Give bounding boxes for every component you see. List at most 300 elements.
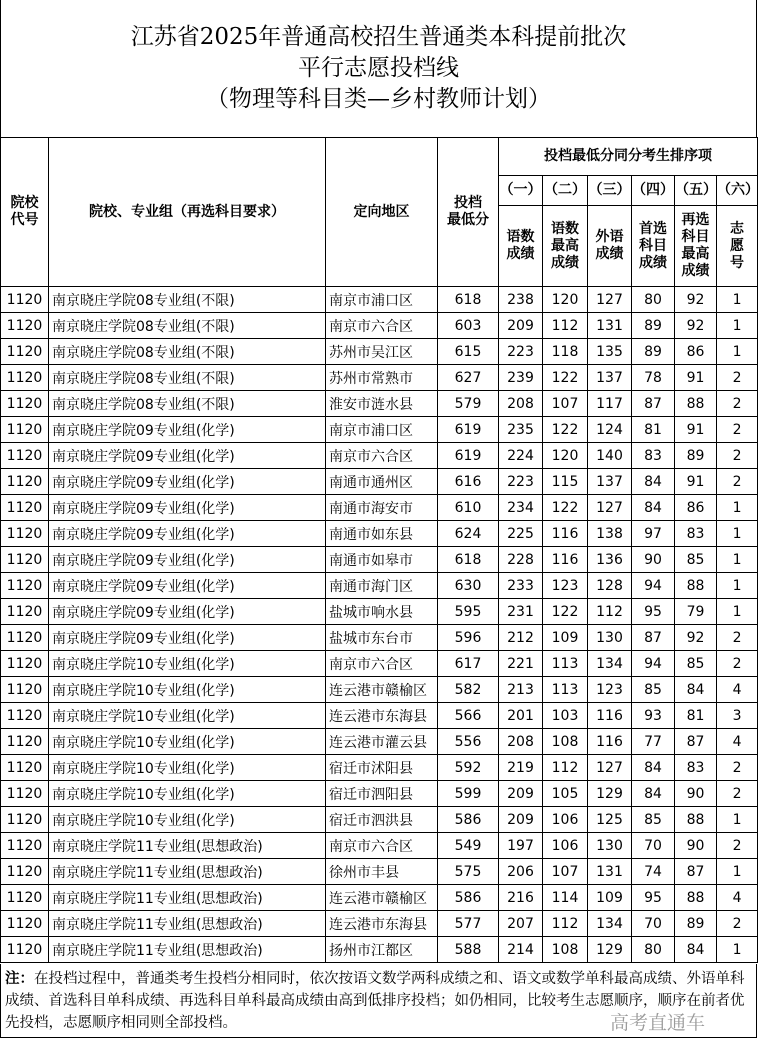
cell-region: 连云港市东海县	[326, 911, 438, 937]
cell-region: 苏州市吴江区	[326, 339, 438, 365]
cell-shouxuan: 87	[632, 391, 675, 417]
cell-shouxuan: 89	[632, 339, 675, 365]
cell-yushu-max: 113	[543, 651, 588, 677]
cell-school: 南京晓庄学院09专业组(化学)	[49, 547, 326, 573]
cell-zaixuan-max: 85	[675, 547, 717, 573]
cell-yushu: 223	[499, 339, 543, 365]
table-row	[1, 599, 758, 625]
table-row	[1, 625, 758, 651]
cell-zhiyuan: 4	[717, 885, 758, 911]
cell-school: 南京晓庄学院09专业组(化学)	[49, 599, 326, 625]
cell-zaixuan-max: 88	[675, 807, 717, 833]
cell-waiyu: 140	[588, 443, 632, 469]
cell-waiyu: 137	[588, 469, 632, 495]
cell-min-score: 627	[438, 365, 499, 391]
cell-school: 南京晓庄学院11专业组(思想政治)	[49, 833, 326, 859]
cell-yushu: 225	[499, 521, 543, 547]
cell-school: 南京晓庄学院09专业组(化学)	[49, 495, 326, 521]
cell-waiyu: 127	[588, 495, 632, 521]
cell-yushu-max: 105	[543, 781, 588, 807]
cell-school: 南京晓庄学院11专业组(思想政治)	[49, 859, 326, 885]
cell-school: 南京晓庄学院10专业组(化学)	[49, 677, 326, 703]
cell-region: 南通市海门区	[326, 573, 438, 599]
cell-min-score: 596	[438, 625, 499, 651]
cell-yushu: 224	[499, 443, 543, 469]
cell-school: 南京晓庄学院09专业组(化学)	[49, 443, 326, 469]
table-row	[1, 859, 758, 885]
cell-school: 南京晓庄学院08专业组(不限)	[49, 313, 326, 339]
header-sort-num: （一）	[499, 176, 543, 206]
cell-waiyu: 135	[588, 339, 632, 365]
header-sort-num: （四）	[632, 176, 675, 206]
cell-zaixuan-max: 81	[675, 703, 717, 729]
header-sort-num: （六）	[717, 176, 758, 206]
cell-yushu-max: 122	[543, 365, 588, 391]
cell-zhiyuan: 2	[717, 651, 758, 677]
cell-zhiyuan: 1	[717, 859, 758, 885]
cell-zhiyuan: 1	[717, 287, 758, 313]
cell-yushu-max: 112	[543, 755, 588, 781]
cell-zaixuan-max: 84	[675, 937, 717, 963]
cell-zhiyuan: 2	[717, 755, 758, 781]
cell-code: 1120	[1, 651, 49, 677]
cell-yushu: 238	[499, 287, 543, 313]
cell-waiyu: 116	[588, 729, 632, 755]
table-row	[1, 677, 758, 703]
cell-yushu-max: 122	[543, 417, 588, 443]
table-row	[1, 651, 758, 677]
cell-region: 南通市通州区	[326, 469, 438, 495]
cell-min-score: 577	[438, 911, 499, 937]
cell-min-score: 592	[438, 755, 499, 781]
header-sort-num: （五）	[675, 176, 717, 206]
header-sort-label: 再选 科目 最高 成绩	[675, 206, 717, 287]
cell-zhiyuan: 2	[717, 911, 758, 937]
cell-region: 南通市如皋市	[326, 547, 438, 573]
cell-min-score: 619	[438, 417, 499, 443]
cell-yushu-max: 112	[543, 911, 588, 937]
cell-yushu-max: 108	[543, 729, 588, 755]
cell-min-score: 599	[438, 781, 499, 807]
cell-school: 南京晓庄学院09专业组(化学)	[49, 469, 326, 495]
cell-yushu-max: 103	[543, 703, 588, 729]
cell-code: 1120	[1, 625, 49, 651]
header-tie-group: 投档最低分同分考生排序项	[499, 138, 758, 176]
cell-school: 南京晓庄学院10专业组(化学)	[49, 703, 326, 729]
cell-zhiyuan: 2	[717, 781, 758, 807]
cell-yushu-max: 123	[543, 573, 588, 599]
cell-yushu: 216	[499, 885, 543, 911]
cell-region: 南京市六合区	[326, 651, 438, 677]
cell-zaixuan-max: 89	[675, 443, 717, 469]
cell-shouxuan: 84	[632, 781, 675, 807]
cell-zhiyuan: 4	[717, 677, 758, 703]
cell-code: 1120	[1, 573, 49, 599]
cell-min-score: 610	[438, 495, 499, 521]
cell-zaixuan-max: 91	[675, 469, 717, 495]
header-sort-label: 志 愿 号	[717, 206, 758, 287]
cell-zhiyuan: 3	[717, 703, 758, 729]
cell-code: 1120	[1, 495, 49, 521]
cell-waiyu: 134	[588, 911, 632, 937]
cell-code: 1120	[1, 365, 49, 391]
cell-school: 南京晓庄学院09专业组(化学)	[49, 573, 326, 599]
cell-zhiyuan: 1	[717, 313, 758, 339]
header-sort-num: （二）	[543, 176, 588, 206]
cell-region: 宿迁市泗洪县	[326, 807, 438, 833]
cell-zaixuan-max: 83	[675, 521, 717, 547]
cell-zaixuan-max: 90	[675, 781, 717, 807]
cell-code: 1120	[1, 729, 49, 755]
table-row	[1, 339, 758, 365]
cell-shouxuan: 70	[632, 911, 675, 937]
cell-zhiyuan: 1	[717, 937, 758, 963]
cell-yushu-max: 112	[543, 313, 588, 339]
cell-waiyu: 129	[588, 937, 632, 963]
cell-code: 1120	[1, 287, 49, 313]
cell-min-score: 582	[438, 677, 499, 703]
cell-shouxuan: 80	[632, 287, 675, 313]
cell-zhiyuan: 2	[717, 391, 758, 417]
cell-region: 南京市六合区	[326, 443, 438, 469]
cell-zhiyuan: 2	[717, 443, 758, 469]
cell-shouxuan: 95	[632, 599, 675, 625]
cell-yushu: 223	[499, 469, 543, 495]
cell-region: 苏州市常熟市	[326, 365, 438, 391]
cell-region: 南通市海安市	[326, 495, 438, 521]
title-line-1: 江苏省2025年普通高校招生普通类本科提前批次	[130, 24, 627, 50]
cell-region: 连云港市赣榆区	[326, 885, 438, 911]
title-line-3: （物理等科目类—乡村教师计划）	[206, 86, 551, 112]
cell-yushu: 208	[499, 391, 543, 417]
table-row	[1, 391, 758, 417]
cell-region: 南通市如东县	[326, 521, 438, 547]
cell-yushu: 209	[499, 807, 543, 833]
cell-zaixuan-max: 87	[675, 729, 717, 755]
cell-yushu: 235	[499, 417, 543, 443]
cell-code: 1120	[1, 677, 49, 703]
cell-min-score: 616	[438, 469, 499, 495]
cell-zaixuan-max: 91	[675, 365, 717, 391]
cell-shouxuan: 94	[632, 651, 675, 677]
cell-yushu: 214	[499, 937, 543, 963]
cell-shouxuan: 84	[632, 469, 675, 495]
cell-code: 1120	[1, 599, 49, 625]
cell-waiyu: 130	[588, 625, 632, 651]
table-row	[1, 781, 758, 807]
table-row	[1, 573, 758, 599]
title-line-2: 平行志愿投档线	[298, 55, 459, 81]
cell-min-score: 586	[438, 885, 499, 911]
cell-shouxuan: 95	[632, 885, 675, 911]
header-sort-label: 语数 最高 成绩	[543, 206, 588, 287]
table-row	[1, 495, 758, 521]
cell-yushu-max: 113	[543, 677, 588, 703]
cell-school: 南京晓庄学院11专业组(思想政治)	[49, 885, 326, 911]
cell-shouxuan: 70	[632, 833, 675, 859]
admission-score-table	[0, 137, 758, 963]
cell-min-score: 588	[438, 937, 499, 963]
cell-region: 盐城市响水县	[326, 599, 438, 625]
cell-yushu: 234	[499, 495, 543, 521]
cell-zaixuan-max: 88	[675, 391, 717, 417]
cell-shouxuan: 81	[632, 417, 675, 443]
table-row	[1, 365, 758, 391]
cell-waiyu: 138	[588, 521, 632, 547]
cell-min-score: 549	[438, 833, 499, 859]
table-row	[1, 833, 758, 859]
cell-shouxuan: 87	[632, 625, 675, 651]
table-row	[1, 703, 758, 729]
table-row	[1, 521, 758, 547]
cell-yushu: 197	[499, 833, 543, 859]
cell-yushu-max: 115	[543, 469, 588, 495]
cell-zaixuan-max: 84	[675, 677, 717, 703]
cell-code: 1120	[1, 859, 49, 885]
cell-yushu: 208	[499, 729, 543, 755]
cell-min-score: 579	[438, 391, 499, 417]
cell-yushu-max: 122	[543, 495, 588, 521]
cell-zaixuan-max: 92	[675, 625, 717, 651]
cell-school: 南京晓庄学院10专业组(化学)	[49, 755, 326, 781]
table-row	[1, 547, 758, 573]
cell-yushu-max: 118	[543, 339, 588, 365]
cell-zhiyuan: 2	[717, 469, 758, 495]
table-row	[1, 729, 758, 755]
cell-min-score: 619	[438, 443, 499, 469]
cell-code: 1120	[1, 911, 49, 937]
cell-zhiyuan: 1	[717, 599, 758, 625]
cell-zhiyuan: 2	[717, 833, 758, 859]
cell-shouxuan: 84	[632, 755, 675, 781]
cell-shouxuan: 89	[632, 313, 675, 339]
note-text: 在投档过程中，普通类考生投档分相同时，依次按语文数学两科成绩之和、语文或数学单科最高成绩、外语单科成绩、首选科目单科成绩、再选科目单科最高成绩由高到低排序投档；如仍相同，比较考生志愿顺序，顺序在前者优先投档，志愿顺序相同则全部投档。	[5, 971, 745, 1031]
cell-region: 宿迁市泗阳县	[326, 781, 438, 807]
cell-yushu-max: 120	[543, 443, 588, 469]
cell-yushu-max: 107	[543, 391, 588, 417]
cell-code: 1120	[1, 781, 49, 807]
cell-min-score: 630	[438, 573, 499, 599]
cell-min-score: 624	[438, 521, 499, 547]
cell-shouxuan: 97	[632, 521, 675, 547]
cell-zhiyuan: 1	[717, 807, 758, 833]
header-sort-label: 首选 科目 成绩	[632, 206, 675, 287]
cell-zaixuan-max: 86	[675, 339, 717, 365]
watermark: 高考直通车	[610, 1012, 706, 1034]
cell-shouxuan: 77	[632, 729, 675, 755]
cell-region: 南京市浦口区	[326, 417, 438, 443]
cell-min-score: 603	[438, 313, 499, 339]
cell-waiyu: 127	[588, 755, 632, 781]
header-sort-label: 语数 成绩	[499, 206, 543, 287]
cell-waiyu: 134	[588, 651, 632, 677]
cell-min-score: 566	[438, 703, 499, 729]
cell-yushu: 206	[499, 859, 543, 885]
table-row	[1, 443, 758, 469]
cell-zaixuan-max: 89	[675, 911, 717, 937]
cell-yushu-max: 106	[543, 807, 588, 833]
cell-waiyu: 130	[588, 833, 632, 859]
header-region: 定向地区	[326, 138, 438, 287]
cell-zaixuan-max: 91	[675, 417, 717, 443]
cell-min-score: 618	[438, 547, 499, 573]
cell-waiyu: 128	[588, 573, 632, 599]
cell-zhiyuan: 2	[717, 365, 758, 391]
cell-code: 1120	[1, 521, 49, 547]
cell-code: 1120	[1, 391, 49, 417]
cell-yushu-max: 122	[543, 599, 588, 625]
cell-school: 南京晓庄学院08专业组(不限)	[49, 339, 326, 365]
cell-code: 1120	[1, 885, 49, 911]
cell-min-score: 617	[438, 651, 499, 677]
table-row	[1, 911, 758, 937]
cell-waiyu: 131	[588, 313, 632, 339]
cell-zaixuan-max: 92	[675, 287, 717, 313]
cell-region: 盐城市东台市	[326, 625, 438, 651]
cell-code: 1120	[1, 417, 49, 443]
table-row	[1, 937, 758, 963]
cell-region: 南京市六合区	[326, 313, 438, 339]
cell-waiyu: 116	[588, 703, 632, 729]
cell-min-score: 575	[438, 859, 499, 885]
cell-yushu: 207	[499, 911, 543, 937]
cell-school: 南京晓庄学院10专业组(化学)	[49, 781, 326, 807]
table-row	[1, 807, 758, 833]
cell-code: 1120	[1, 469, 49, 495]
cell-zhiyuan: 1	[717, 521, 758, 547]
cell-yushu: 239	[499, 365, 543, 391]
cell-shouxuan: 85	[632, 807, 675, 833]
table-row	[1, 287, 758, 313]
cell-school: 南京晓庄学院10专业组(化学)	[49, 729, 326, 755]
cell-region: 连云港市灌云县	[326, 729, 438, 755]
cell-shouxuan: 90	[632, 547, 675, 573]
cell-shouxuan: 83	[632, 443, 675, 469]
header-code: 院校 代号	[1, 138, 49, 287]
cell-region: 连云港市东海县	[326, 703, 438, 729]
header-school: 院校、专业组（再选科目要求）	[49, 138, 326, 287]
cell-waiyu: 123	[588, 677, 632, 703]
cell-zaixuan-max: 86	[675, 495, 717, 521]
cell-school: 南京晓庄学院09专业组(化学)	[49, 625, 326, 651]
cell-yushu-max: 114	[543, 885, 588, 911]
header-min-score: 投档 最低分	[438, 138, 499, 287]
cell-code: 1120	[1, 937, 49, 963]
cell-code: 1120	[1, 807, 49, 833]
cell-zhiyuan: 4	[717, 729, 758, 755]
cell-yushu-max: 116	[543, 521, 588, 547]
cell-yushu-max: 107	[543, 859, 588, 885]
cell-shouxuan: 93	[632, 703, 675, 729]
cell-yushu: 228	[499, 547, 543, 573]
note-prefix: 注：	[5, 971, 34, 987]
document-title	[0, 0, 757, 137]
cell-region: 徐州市丰县	[326, 859, 438, 885]
table-row	[1, 417, 758, 443]
cell-waiyu: 112	[588, 599, 632, 625]
cell-school: 南京晓庄学院10专业组(化学)	[49, 807, 326, 833]
cell-region: 淮安市涟水县	[326, 391, 438, 417]
cell-shouxuan: 80	[632, 937, 675, 963]
cell-school: 南京晓庄学院10专业组(化学)	[49, 651, 326, 677]
cell-code: 1120	[1, 547, 49, 573]
cell-school: 南京晓庄学院11专业组(思想政治)	[49, 911, 326, 937]
cell-school: 南京晓庄学院11专业组(思想政治)	[49, 937, 326, 963]
cell-zhiyuan: 1	[717, 547, 758, 573]
cell-waiyu: 137	[588, 365, 632, 391]
header-sort-label: 外语 成绩	[588, 206, 632, 287]
cell-region: 南京市六合区	[326, 833, 438, 859]
cell-waiyu: 136	[588, 547, 632, 573]
table-row	[1, 469, 758, 495]
cell-yushu: 233	[499, 573, 543, 599]
cell-waiyu: 109	[588, 885, 632, 911]
table-row	[1, 885, 758, 911]
cell-yushu: 231	[499, 599, 543, 625]
cell-shouxuan: 74	[632, 859, 675, 885]
cell-yushu: 209	[499, 313, 543, 339]
table-row	[1, 313, 758, 339]
cell-school: 南京晓庄学院09专业组(化学)	[49, 417, 326, 443]
cell-min-score: 595	[438, 599, 499, 625]
cell-zaixuan-max: 83	[675, 755, 717, 781]
cell-zhiyuan: 1	[717, 573, 758, 599]
cell-waiyu: 131	[588, 859, 632, 885]
cell-zaixuan-max: 85	[675, 651, 717, 677]
cell-waiyu: 117	[588, 391, 632, 417]
cell-shouxuan: 84	[632, 495, 675, 521]
cell-zaixuan-max: 92	[675, 313, 717, 339]
cell-code: 1120	[1, 339, 49, 365]
cell-zaixuan-max: 90	[675, 833, 717, 859]
cell-zhiyuan: 1	[717, 339, 758, 365]
cell-code: 1120	[1, 703, 49, 729]
cell-region: 扬州市江都区	[326, 937, 438, 963]
cell-min-score: 615	[438, 339, 499, 365]
cell-region: 宿迁市沭阳县	[326, 755, 438, 781]
cell-code: 1120	[1, 755, 49, 781]
cell-code: 1120	[1, 443, 49, 469]
cell-zaixuan-max: 79	[675, 599, 717, 625]
cell-yushu-max: 108	[543, 937, 588, 963]
cell-school: 南京晓庄学院08专业组(不限)	[49, 287, 326, 313]
cell-yushu: 209	[499, 781, 543, 807]
table-row	[1, 755, 758, 781]
cell-yushu: 201	[499, 703, 543, 729]
cell-min-score: 618	[438, 287, 499, 313]
cell-school: 南京晓庄学院08专业组(不限)	[49, 365, 326, 391]
cell-zaixuan-max: 88	[675, 573, 717, 599]
cell-yushu-max: 109	[543, 625, 588, 651]
cell-waiyu: 125	[588, 807, 632, 833]
cell-school: 南京晓庄学院09专业组(化学)	[49, 521, 326, 547]
cell-shouxuan: 85	[632, 677, 675, 703]
cell-min-score: 586	[438, 807, 499, 833]
cell-min-score: 556	[438, 729, 499, 755]
cell-region: 连云港市赣榆区	[326, 677, 438, 703]
cell-yushu-max: 120	[543, 287, 588, 313]
cell-zhiyuan: 1	[717, 495, 758, 521]
cell-zhiyuan: 2	[717, 417, 758, 443]
cell-waiyu: 127	[588, 287, 632, 313]
cell-code: 1120	[1, 833, 49, 859]
header-sort-num: （三）	[588, 176, 632, 206]
cell-yushu: 219	[499, 755, 543, 781]
cell-yushu: 213	[499, 677, 543, 703]
cell-yushu-max: 106	[543, 833, 588, 859]
cell-shouxuan: 78	[632, 365, 675, 391]
cell-code: 1120	[1, 313, 49, 339]
